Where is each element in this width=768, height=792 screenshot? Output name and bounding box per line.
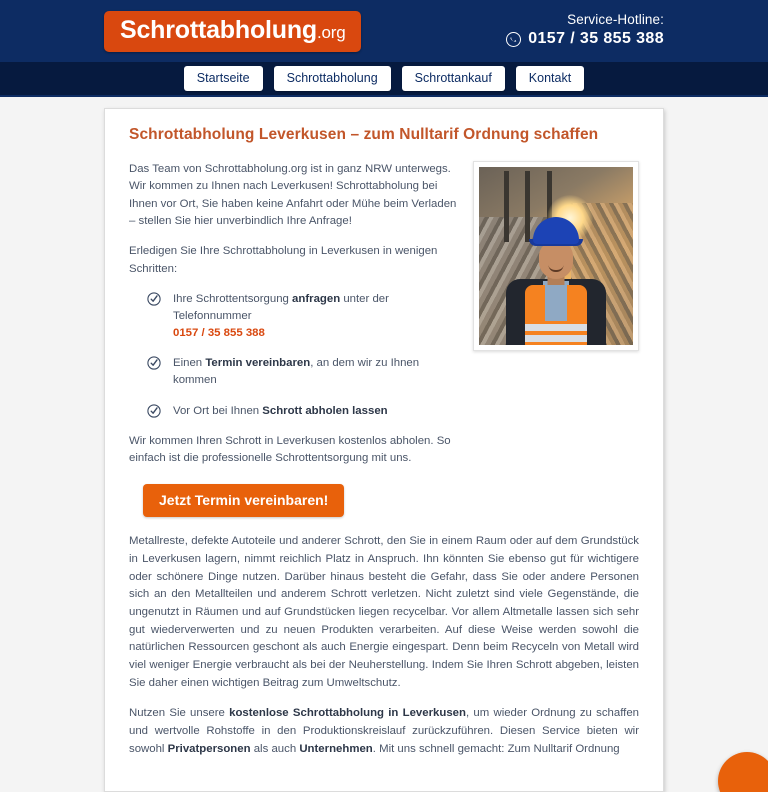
bp2-e: als auch — [250, 742, 300, 755]
step-text-after: , an dem wir zu Ihnen kommen — [173, 357, 420, 387]
step-text-bold: Termin vereinbaren — [205, 357, 311, 370]
blue-hard-hat-icon — [533, 217, 579, 244]
vest-stripe — [525, 335, 587, 342]
bp2-g: . Mit uns schnell gemacht: Zum Nulltarif Ordnung — [372, 742, 620, 755]
worker-photo-frame — [473, 161, 639, 351]
nav-item-schrottankauf[interactable]: Schrottankauf — [402, 66, 505, 91]
site-logo[interactable] — [104, 11, 361, 52]
floating-contact-widget[interactable] — [718, 752, 768, 792]
list-item — [147, 291, 459, 342]
worker-face — [539, 241, 573, 279]
step-text-bold: Schrott abholen lassen — [262, 404, 388, 417]
closing-paragraph: Wir kommen Ihren Schrott in Leverkusen kostenlos abholen. So einfach ist die professionelle Schrottentsorgung mit uns. — [129, 434, 451, 464]
nav-item-kontakt[interactable]: Kontakt — [516, 66, 584, 91]
step-text-before: Einen — [173, 357, 206, 370]
check-circle-icon — [147, 292, 161, 306]
nav-item-schrottabholung[interactable]: Schrottabholung — [274, 66, 391, 91]
main-navigation — [0, 62, 768, 97]
worker-scrapyard-photo — [479, 167, 633, 345]
bp2-bold-private: Privatpersonen — [167, 742, 251, 755]
content-card — [104, 108, 664, 792]
check-circle-icon — [147, 404, 161, 418]
steps-lead: Erledigen Sie Ihre Schrottabholung in Leverkusen in wenigen Schritten: — [129, 245, 438, 275]
hotline-label: Service-Hotline: — [567, 12, 664, 27]
worker-safety-vest — [525, 285, 587, 345]
list-item — [147, 355, 459, 389]
nav-item-startseite[interactable]: Startseite — [184, 66, 263, 91]
cta-appointment-button[interactable]: Jetzt Termin vereinbaren! — [143, 484, 344, 517]
step-text-after: unter der Telefonnummer — [173, 292, 389, 323]
intro-paragraph: Das Team von Schrottabholung.org ist in ganz NRW unterwegs. Wir kommen zu Ihnen nach Leverkusen! Schrottabholung bei Ihnen vor Ort, Sie haben keine Anfahrt oder Mühe beim Verladen – stellen Sie hier unverbindlich Ihre Anfrage! — [129, 163, 457, 227]
check-circle-icon — [147, 356, 161, 370]
bp2-bold-service: kostenlose Schrottabholung in Leverkusen — [229, 707, 466, 720]
worker-figure — [504, 217, 608, 345]
hotline-number-row[interactable] — [506, 30, 664, 48]
intro-text-column — [129, 161, 459, 480]
list-item — [147, 403, 459, 420]
steps-list — [147, 291, 459, 420]
body-paragraph-2 — [129, 705, 639, 758]
page-background — [0, 97, 768, 755]
step-phone-number[interactable]: 0157 / 35 855 388 — [173, 327, 265, 340]
intro-section — [129, 161, 639, 480]
vest-stripe — [525, 324, 587, 331]
step-text-before: Vor Ort bei Ihnen — [173, 404, 263, 417]
step-text-bold: anfragen — [292, 292, 341, 305]
phone-circle-icon — [506, 32, 521, 47]
bp2-a: Nutzen Sie unsere — [129, 707, 230, 720]
bp2-bold-company: Unternehmen — [299, 742, 373, 755]
logo-main-text: Schrottabholung — [120, 15, 317, 44]
page-title: Schrottabholung Leverkusen – zum Nulltarif Ordnung schaffen — [129, 126, 599, 143]
logo-tld-text: .org — [316, 22, 346, 42]
bp2-c: , um wieder Ordnung zu schaffen und wertvolle Rohstoffe in den Produktionskreislauf zurückzuführen. Diesen Service bieten wir sowohl — [129, 707, 639, 755]
site-header — [0, 0, 768, 62]
body-paragraph-1: Metallreste, defekte Autoteile und anderer Schrott, den Sie in einem Raum oder auf dem Grundstück in Leverkusen lagern, nimmt reichlich Platz in Anspruch. Ihn könnten Sie ebenso gut für wichtigere oder schönere Dinge nutzen. Darüber hinaus besteht die Gefahr, dass Sie oder andere Personen sich an den Metallteilen und anderem Schrott verletzen. Nicht zuletzt sind viele Gegenstände, die ungenutzt in Räumen und auf Grundstücken liegen recycelbar. Vor allem Altmetalle lassen sich sehr gut wiederverwerten und zu neuen Produkten verarbeiten. Auf diese Weise werden sowohl die natürlichen Ressourcen geschont als auch Energie eingespart. Denn beim Recyceln von Metall wird viel weniger Energie verbraucht als bei der Neuherstellung. Indem Sie Ihren Schrott abgeben, leisten Sie daher einen wichtigen Beitrag zum Umweltschutz. — [129, 535, 639, 689]
service-hotline — [506, 12, 664, 50]
step-text-before: Ihre Schrottentsorgung — [173, 292, 293, 305]
hotline-number: 0157 / 35 855 388 — [528, 30, 664, 47]
